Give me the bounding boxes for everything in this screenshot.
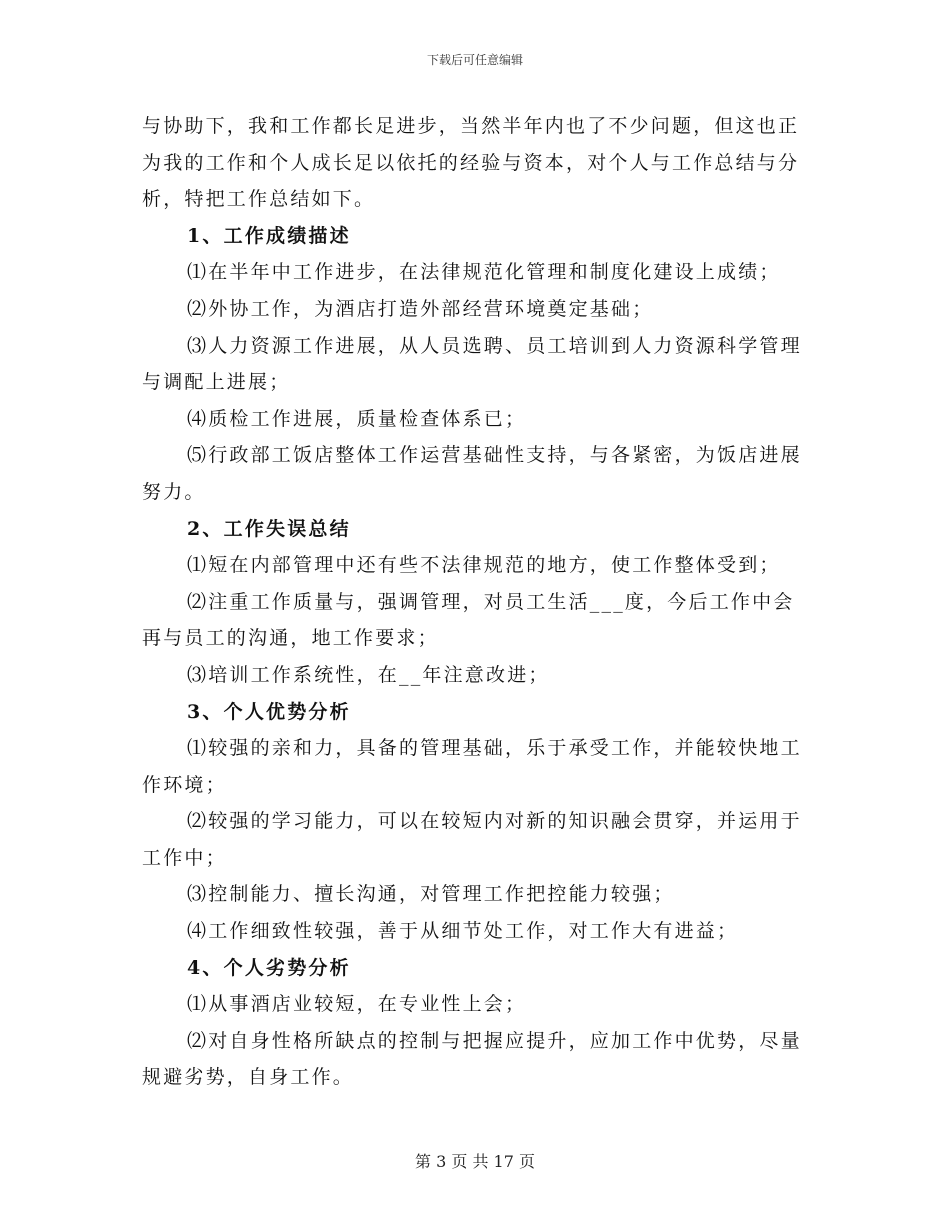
section-heading-2: 2、工作失误总结 — [187, 517, 351, 540]
document-body — [142, 108, 810, 1096]
section-2-item-3: ⑶培训工作系统性，在__年注意改进； — [187, 663, 550, 686]
section-2-item-2: ⑵注重工作质量与，强调管理，对员工生活___度，今后工作中会再与员工的沟通，地工作要求； — [142, 590, 795, 650]
section-3-item-4: ⑷工作细致性较强，善于从细节处工作，对工作大有进益； — [187, 920, 739, 943]
intro-paragraph: 与协助下，我和工作都长足进步，当然半年内也了不少问题，但这也正为我的工作和个人成长足以依托的经验与资本，对个人与工作总结与分析，特把工作总结如下。 — [142, 115, 800, 211]
page-number-footer: 第 3 页 共 17 页 — [415, 1152, 535, 1171]
section-3-item-3: ⑶控制能力、擅长沟通，对管理工作把控能力较强； — [187, 883, 675, 906]
section-heading-1: 1、工作成绩描述 — [187, 224, 351, 247]
section-1-item-1: ⑴在半年中工作进步，在法律规范化管理和制度化建设上成绩； — [187, 261, 781, 284]
section-heading-4: 4、个人劣势分析 — [187, 956, 351, 979]
section-2-item-1: ⑴短在内部管理中还有些不法律规范的地方，使工作整体受到； — [187, 554, 781, 577]
section-4-item-1: ⑴从事酒店业较短，在专业性上会； — [187, 993, 527, 1016]
section-3-item-1: ⑴较强的亲和力，具备的管理基础，乐于承受工作，并能较快地工作环境； — [142, 737, 802, 796]
section-4-item-2: ⑵对自身性格所缺点的控制与把握应提升，应加工作中优势，尽量规避劣势，自身工作。 — [142, 1029, 802, 1089]
section-1-item-3: ⑶人力资源工作进展，从人员选聘、员工培训到人力资源科学管理与调配上进展； — [142, 334, 802, 394]
section-1-item-2: ⑵外协工作，为酒店打造外部经营环境奠定基础； — [187, 297, 654, 320]
section-1-item-5: ⑸行政部工饭店整体工作运营基础性支持，与各紧密，为饭店进展努力。 — [142, 444, 802, 503]
section-1-item-4: ⑷质检工作进展，质量检查体系已； — [187, 407, 527, 430]
section-heading-3: 3、个人优势分析 — [187, 700, 351, 723]
section-3-item-2: ⑵较强的学习能力，可以在较短内对新的知识融会贯穿，并运用于工作中； — [142, 810, 802, 869]
page-header: 下载后可任意编辑 — [426, 53, 523, 67]
